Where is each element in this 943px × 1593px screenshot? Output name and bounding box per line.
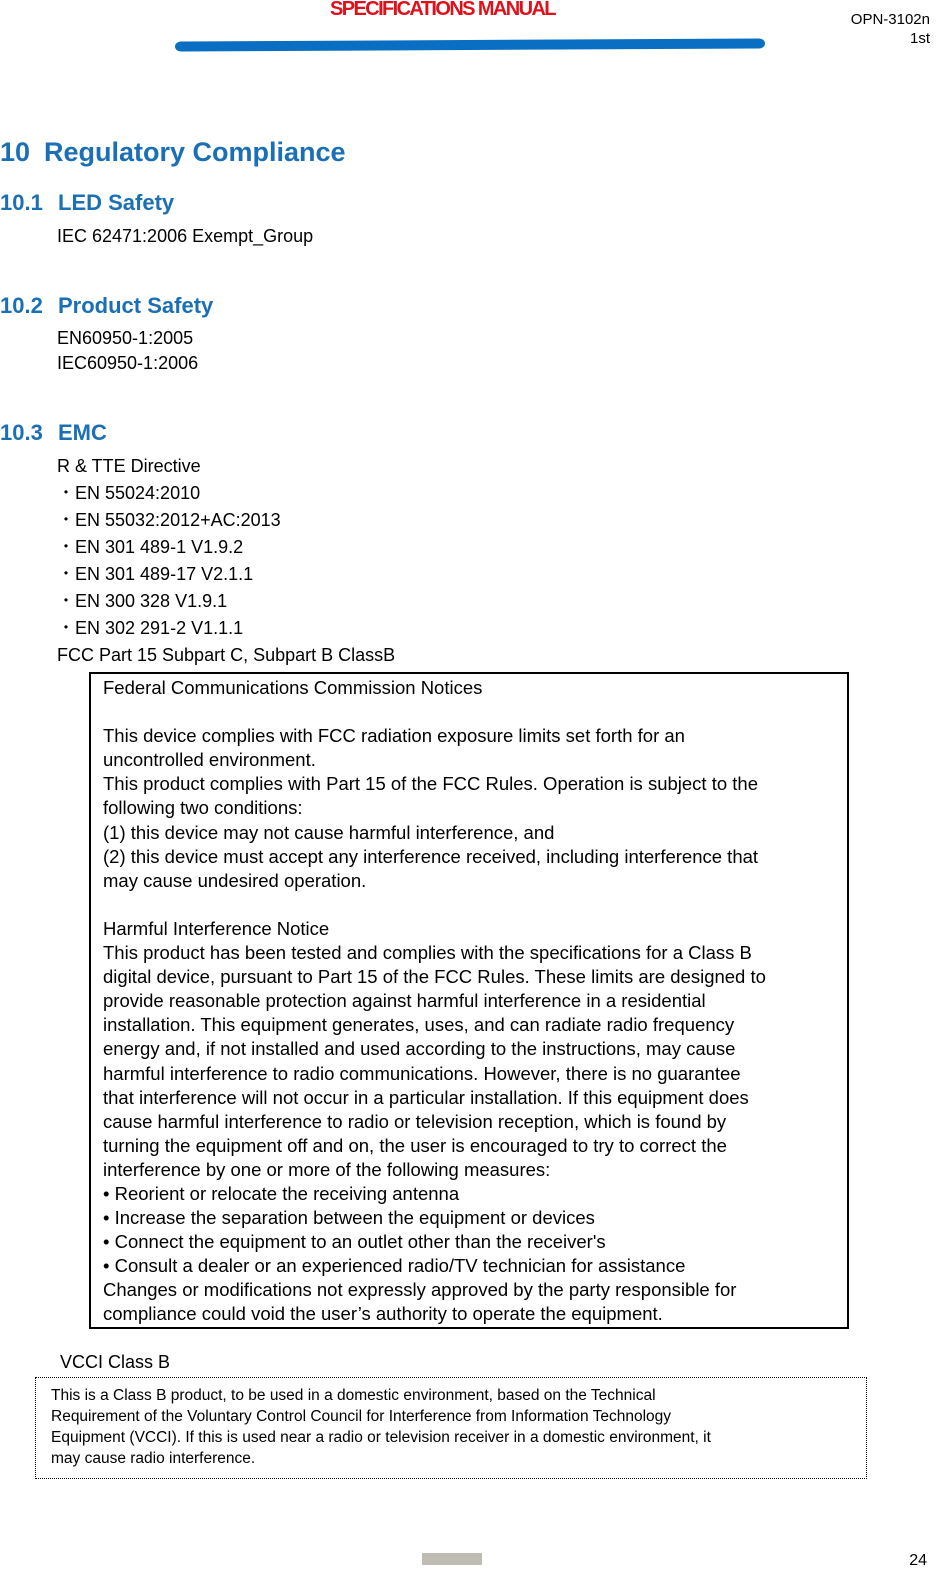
section-number: 10: [0, 137, 31, 167]
manual-title: SPECIFICATIONS MANUAL: [330, 0, 555, 20]
emc-standard-item: ・ EN 301 489-17 V2.1.1: [57, 561, 395, 588]
harmful-line: cause harmful interference to radio or television reception, which is found by: [103, 1110, 727, 1132]
fcc-exposure-line: This device complies with FCC radiation exposure limits set forth for an: [103, 725, 685, 747]
led-standard: IEC 62471:2006 Exempt_Group: [57, 226, 314, 246]
fcc-part15-line: may cause undesired operation.: [103, 869, 367, 891]
section-heading: [0, 137, 346, 168]
led-safety-heading: [0, 190, 174, 216]
vcci-line: This is a Class B product, to be used in a domestic environment, based on the Technical: [51, 1387, 656, 1404]
product-standard-item: IEC60950-1:2006: [57, 353, 199, 373]
emc-heading: [0, 420, 107, 446]
fcc-part15-line: (1) this device may not cause harmful interference, and: [103, 821, 555, 843]
harmful-line: Changes or modifications not expressly approved by the party responsible for: [103, 1279, 737, 1301]
harmful-line: energy and, if not installed and used according to the instructions, may cause: [103, 1038, 736, 1060]
harmful-line: harmful interference to radio communications. However, there is no guarantee: [103, 1062, 741, 1084]
emc-title: EMC: [58, 420, 107, 445]
emc-directive: R & TTE Directive: [57, 456, 201, 476]
harmful-line: digital device, pursuant to Part 15 of the FCC Rules. These limits are designed to: [103, 966, 766, 988]
product-safety-number: 10.2: [0, 293, 43, 318]
product-standards: [57, 326, 198, 376]
emc-standard-item: ・ EN 55032:2012+AC:2013: [57, 507, 395, 534]
fcc-notice-box: [89, 672, 849, 1329]
harmful-line: This product has been tested and complies with the specifications for a Class B: [103, 942, 752, 964]
harmful-line: interference by one or more of the following measures:: [103, 1158, 551, 1180]
vcci-line: may cause radio interference.: [51, 1450, 256, 1467]
page-number: 24: [909, 1552, 927, 1569]
product-safety-title: Product Safety: [58, 293, 214, 318]
measure-item: • Reorient or relocate the receiving antenna: [103, 1182, 460, 1204]
vcci-line: Equipment (VCCI). If this is used near a radio or television receiver in a domestic environment, it: [51, 1429, 711, 1446]
footer-bar: [422, 1553, 482, 1565]
section-title: Regulatory Compliance: [44, 137, 346, 167]
header-divider-bar: [175, 38, 765, 51]
emc-standard-item: ・ EN 55024:2010: [57, 480, 395, 507]
fcc-exposure-line: uncontrolled environment.: [103, 749, 316, 771]
harmful-interference-heading: Harmful Interference Notice: [103, 917, 330, 939]
fcc-part15-line: This product complies with Part 15 of the FCC Rules. Operation is subject to the: [103, 773, 758, 795]
led-safety-number: 10.1: [0, 190, 43, 215]
fcc-notice-heading: Federal Communications Commission Notices: [103, 677, 483, 698]
emc-standard-item: ・ EN 301 489-1 V1.9.2: [57, 534, 395, 561]
emc-standards-list: [57, 453, 395, 669]
vcci-line: Requirement of the Voluntary Control Council for Interference from Information Technology: [51, 1408, 672, 1425]
fcc-part15-line: following two conditions:: [103, 797, 303, 819]
measure-item: • Consult a dealer or an experienced radio/TV technician for assistance: [103, 1255, 686, 1277]
measure-item: • Connect the equipment to an outlet other than the receiver's: [103, 1231, 606, 1253]
led-safety-title: LED Safety: [58, 190, 175, 215]
vcci-label: VCCI Class B: [60, 1352, 171, 1372]
harmful-line: installation. This equipment generates, uses, and can radiate radio frequency: [103, 1014, 735, 1036]
document-id: OPN-3102n: [850, 11, 930, 28]
harmful-line: provide reasonable protection against harmful interference in a residential: [103, 990, 706, 1012]
vcci-notice-box: [35, 1377, 867, 1479]
product-standard-item: EN60950-1:2005: [57, 328, 194, 348]
harmful-line: that interference will not occur in a particular installation. If this equipment does: [103, 1086, 749, 1108]
measure-item: • Increase the separation between the equipment or devices: [103, 1207, 595, 1229]
harmful-line: compliance could void the user’s authority to operate the equipment.: [103, 1303, 663, 1325]
document-id-block: [851, 10, 930, 48]
emc-standard-item: ・ EN 300 328 V1.9.1: [57, 588, 395, 615]
fcc-part15-line: (2) this device must accept any interference received, including interference that: [103, 845, 759, 867]
emc-number: 10.3: [0, 420, 43, 445]
product-safety-heading: [0, 293, 213, 319]
document-edition: 1st: [909, 30, 930, 47]
emc-standard-item: ・ EN 302 291-2 V1.1.1: [57, 615, 395, 642]
fcc-part-line: FCC Part 15 Subpart C, Subpart B ClassB: [57, 645, 396, 665]
harmful-line: turning the equipment off and on, the user is encouraged to try to correct the: [103, 1134, 727, 1156]
